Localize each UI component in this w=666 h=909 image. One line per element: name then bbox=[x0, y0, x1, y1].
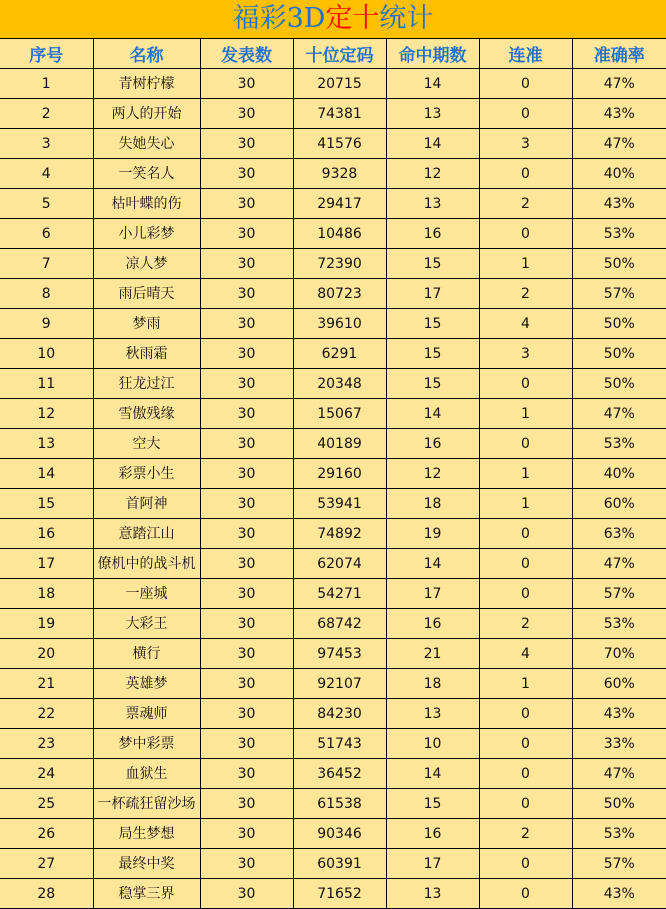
cell-index: 4 bbox=[0, 159, 93, 189]
cell-index: 7 bbox=[0, 249, 93, 279]
cell-hit-count: 17 bbox=[386, 579, 479, 609]
cell-hit-count: 12 bbox=[386, 159, 479, 189]
column-header-index: 序号 bbox=[0, 39, 93, 69]
table-row bbox=[0, 249, 666, 279]
cell-accuracy: 53% bbox=[572, 819, 666, 849]
table-row bbox=[0, 369, 666, 399]
cell-index: 10 bbox=[0, 339, 93, 369]
table-row bbox=[0, 519, 666, 549]
cell-accuracy: 50% bbox=[572, 369, 666, 399]
table-row bbox=[0, 579, 666, 609]
cell-post-count: 30 bbox=[200, 69, 293, 99]
cell-post-count: 30 bbox=[200, 579, 293, 609]
cell-name: 英雄梦 bbox=[93, 669, 200, 699]
stats-table bbox=[0, 39, 666, 909]
cell-accuracy: 57% bbox=[572, 849, 666, 879]
cell-post-count: 30 bbox=[200, 609, 293, 639]
cell-accuracy: 50% bbox=[572, 309, 666, 339]
cell-post-count: 30 bbox=[200, 129, 293, 159]
cell-tens-digit-code: 6291 bbox=[293, 339, 386, 369]
cell-name: 票魂师 bbox=[93, 699, 200, 729]
cell-hit-count: 13 bbox=[386, 879, 479, 909]
cell-post-count: 30 bbox=[200, 549, 293, 579]
cell-index: 15 bbox=[0, 489, 93, 519]
cell-index: 11 bbox=[0, 369, 93, 399]
table-row bbox=[0, 489, 666, 519]
table-row bbox=[0, 609, 666, 639]
cell-post-count: 30 bbox=[200, 639, 293, 669]
cell-name: 狂龙过江 bbox=[93, 369, 200, 399]
table-row bbox=[0, 279, 666, 309]
cell-name: 局生梦想 bbox=[93, 819, 200, 849]
cell-hit-count: 15 bbox=[386, 369, 479, 399]
table-row bbox=[0, 189, 666, 219]
cell-index: 28 bbox=[0, 879, 93, 909]
cell-post-count: 30 bbox=[200, 399, 293, 429]
column-header-streak: 连准 bbox=[479, 39, 572, 69]
cell-hit-count: 13 bbox=[386, 699, 479, 729]
cell-streak: 0 bbox=[479, 159, 572, 189]
column-header-hit-count: 命中期数 bbox=[386, 39, 479, 69]
table-row bbox=[0, 69, 666, 99]
cell-post-count: 30 bbox=[200, 519, 293, 549]
cell-hit-count: 18 bbox=[386, 669, 479, 699]
cell-tens-digit-code: 53941 bbox=[293, 489, 386, 519]
cell-name: 秋雨霜 bbox=[93, 339, 200, 369]
cell-streak: 0 bbox=[479, 759, 572, 789]
cell-tens-digit-code: 80723 bbox=[293, 279, 386, 309]
cell-index: 21 bbox=[0, 669, 93, 699]
cell-accuracy: 57% bbox=[572, 579, 666, 609]
cell-streak: 0 bbox=[479, 849, 572, 879]
cell-streak: 0 bbox=[479, 729, 572, 759]
cell-tens-digit-code: 72390 bbox=[293, 249, 386, 279]
cell-accuracy: 40% bbox=[572, 159, 666, 189]
table-row bbox=[0, 699, 666, 729]
cell-tens-digit-code: 90346 bbox=[293, 819, 386, 849]
cell-post-count: 30 bbox=[200, 669, 293, 699]
cell-name: 彩票小生 bbox=[93, 459, 200, 489]
cell-post-count: 30 bbox=[200, 339, 293, 369]
cell-streak: 0 bbox=[479, 369, 572, 399]
cell-name: 雨后晴天 bbox=[93, 279, 200, 309]
cell-index: 9 bbox=[0, 309, 93, 339]
cell-accuracy: 33% bbox=[572, 729, 666, 759]
cell-streak: 0 bbox=[479, 69, 572, 99]
cell-accuracy: 47% bbox=[572, 759, 666, 789]
cell-post-count: 30 bbox=[200, 279, 293, 309]
cell-streak: 0 bbox=[479, 219, 572, 249]
cell-hit-count: 14 bbox=[386, 759, 479, 789]
page-title bbox=[0, 0, 666, 39]
table-row bbox=[0, 339, 666, 369]
cell-index: 14 bbox=[0, 459, 93, 489]
cell-index: 18 bbox=[0, 579, 93, 609]
table-row bbox=[0, 159, 666, 189]
cell-name: 首阿神 bbox=[93, 489, 200, 519]
cell-index: 5 bbox=[0, 189, 93, 219]
cell-streak: 2 bbox=[479, 819, 572, 849]
cell-index: 17 bbox=[0, 549, 93, 579]
cell-tens-digit-code: 20348 bbox=[293, 369, 386, 399]
cell-accuracy: 47% bbox=[572, 549, 666, 579]
cell-tens-digit-code: 9328 bbox=[293, 159, 386, 189]
cell-hit-count: 10 bbox=[386, 729, 479, 759]
header-row bbox=[0, 39, 666, 69]
cell-tens-digit-code: 62074 bbox=[293, 549, 386, 579]
cell-name: 梦雨 bbox=[93, 309, 200, 339]
cell-post-count: 30 bbox=[200, 99, 293, 129]
cell-name: 横行 bbox=[93, 639, 200, 669]
cell-accuracy: 53% bbox=[572, 429, 666, 459]
cell-accuracy: 60% bbox=[572, 489, 666, 519]
cell-streak: 3 bbox=[479, 339, 572, 369]
cell-post-count: 30 bbox=[200, 429, 293, 459]
cell-streak: 0 bbox=[479, 879, 572, 909]
cell-index: 25 bbox=[0, 789, 93, 819]
cell-tens-digit-code: 60391 bbox=[293, 849, 386, 879]
table-row bbox=[0, 129, 666, 159]
cell-tens-digit-code: 41576 bbox=[293, 129, 386, 159]
cell-index: 12 bbox=[0, 399, 93, 429]
cell-post-count: 30 bbox=[200, 789, 293, 819]
table-row bbox=[0, 399, 666, 429]
cell-tens-digit-code: 54271 bbox=[293, 579, 386, 609]
cell-tens-digit-code: 71652 bbox=[293, 879, 386, 909]
cell-name: 空大 bbox=[93, 429, 200, 459]
table-row bbox=[0, 729, 666, 759]
cell-index: 8 bbox=[0, 279, 93, 309]
cell-tens-digit-code: 36452 bbox=[293, 759, 386, 789]
cell-name: 稳掌三界 bbox=[93, 879, 200, 909]
cell-accuracy: 43% bbox=[572, 879, 666, 909]
cell-name: 意踏江山 bbox=[93, 519, 200, 549]
table-row bbox=[0, 549, 666, 579]
cell-tens-digit-code: 51743 bbox=[293, 729, 386, 759]
cell-hit-count: 16 bbox=[386, 609, 479, 639]
cell-index: 3 bbox=[0, 129, 93, 159]
title-part1: 福彩3D bbox=[232, 3, 326, 34]
cell-tens-digit-code: 15067 bbox=[293, 399, 386, 429]
cell-accuracy: 50% bbox=[572, 789, 666, 819]
cell-post-count: 30 bbox=[200, 759, 293, 789]
cell-hit-count: 18 bbox=[386, 489, 479, 519]
cell-streak: 4 bbox=[479, 639, 572, 669]
cell-accuracy: 60% bbox=[572, 669, 666, 699]
cell-hit-count: 16 bbox=[386, 429, 479, 459]
cell-post-count: 30 bbox=[200, 699, 293, 729]
cell-streak: 2 bbox=[479, 609, 572, 639]
table-body bbox=[0, 69, 666, 909]
cell-name: 青树柠檬 bbox=[93, 69, 200, 99]
cell-accuracy: 47% bbox=[572, 129, 666, 159]
table-row bbox=[0, 669, 666, 699]
cell-hit-count: 17 bbox=[386, 849, 479, 879]
cell-accuracy: 50% bbox=[572, 249, 666, 279]
cell-accuracy: 47% bbox=[572, 399, 666, 429]
cell-hit-count: 15 bbox=[386, 309, 479, 339]
cell-tens-digit-code: 61538 bbox=[293, 789, 386, 819]
cell-index: 16 bbox=[0, 519, 93, 549]
cell-streak: 1 bbox=[479, 489, 572, 519]
cell-streak: 1 bbox=[479, 399, 572, 429]
cell-accuracy: 43% bbox=[572, 699, 666, 729]
table-row bbox=[0, 879, 666, 909]
title-highlight: 定十 bbox=[325, 3, 380, 34]
cell-post-count: 30 bbox=[200, 309, 293, 339]
cell-hit-count: 15 bbox=[386, 339, 479, 369]
cell-hit-count: 14 bbox=[386, 549, 479, 579]
cell-tens-digit-code: 97453 bbox=[293, 639, 386, 669]
cell-hit-count: 14 bbox=[386, 69, 479, 99]
cell-streak: 3 bbox=[479, 129, 572, 159]
cell-index: 2 bbox=[0, 99, 93, 129]
table-row bbox=[0, 309, 666, 339]
cell-accuracy: 57% bbox=[572, 279, 666, 309]
cell-index: 13 bbox=[0, 429, 93, 459]
cell-post-count: 30 bbox=[200, 189, 293, 219]
cell-name: 雪傲残缘 bbox=[93, 399, 200, 429]
table-row bbox=[0, 759, 666, 789]
column-header-tens-digit-code: 十位定码 bbox=[293, 39, 386, 69]
table-row bbox=[0, 819, 666, 849]
cell-hit-count: 15 bbox=[386, 249, 479, 279]
cell-hit-count: 12 bbox=[386, 459, 479, 489]
cell-index: 23 bbox=[0, 729, 93, 759]
cell-hit-count: 15 bbox=[386, 789, 479, 819]
cell-index: 6 bbox=[0, 219, 93, 249]
cell-index: 20 bbox=[0, 639, 93, 669]
column-header-name: 名称 bbox=[93, 39, 200, 69]
cell-streak: 0 bbox=[479, 699, 572, 729]
cell-post-count: 30 bbox=[200, 369, 293, 399]
cell-accuracy: 43% bbox=[572, 189, 666, 219]
cell-name: 一杯疏狂留沙场 bbox=[93, 789, 200, 819]
cell-name: 两人的开始 bbox=[93, 99, 200, 129]
cell-accuracy: 47% bbox=[572, 69, 666, 99]
cell-hit-count: 14 bbox=[386, 399, 479, 429]
table-row bbox=[0, 429, 666, 459]
title-part2: 统计 bbox=[379, 3, 434, 34]
cell-index: 19 bbox=[0, 609, 93, 639]
cell-streak: 0 bbox=[479, 549, 572, 579]
table-row bbox=[0, 99, 666, 129]
cell-streak: 2 bbox=[479, 189, 572, 219]
cell-tens-digit-code: 74381 bbox=[293, 99, 386, 129]
cell-post-count: 30 bbox=[200, 219, 293, 249]
cell-name: 凉人梦 bbox=[93, 249, 200, 279]
table-row bbox=[0, 459, 666, 489]
cell-streak: 4 bbox=[479, 309, 572, 339]
cell-post-count: 30 bbox=[200, 849, 293, 879]
cell-name: 僚机中的战斗机 bbox=[93, 549, 200, 579]
cell-hit-count: 21 bbox=[386, 639, 479, 669]
cell-streak: 0 bbox=[479, 429, 572, 459]
cell-streak: 0 bbox=[479, 789, 572, 819]
cell-tens-digit-code: 20715 bbox=[293, 69, 386, 99]
cell-hit-count: 19 bbox=[386, 519, 479, 549]
cell-post-count: 30 bbox=[200, 459, 293, 489]
cell-hit-count: 14 bbox=[386, 129, 479, 159]
table-row bbox=[0, 639, 666, 669]
cell-post-count: 30 bbox=[200, 729, 293, 759]
cell-name: 一座城 bbox=[93, 579, 200, 609]
cell-tens-digit-code: 74892 bbox=[293, 519, 386, 549]
column-header-post-count: 发表数 bbox=[200, 39, 293, 69]
cell-accuracy: 50% bbox=[572, 339, 666, 369]
cell-accuracy: 40% bbox=[572, 459, 666, 489]
cell-streak: 2 bbox=[479, 279, 572, 309]
cell-hit-count: 13 bbox=[386, 99, 479, 129]
cell-tens-digit-code: 29160 bbox=[293, 459, 386, 489]
cell-post-count: 30 bbox=[200, 489, 293, 519]
cell-name: 大彩王 bbox=[93, 609, 200, 639]
cell-name: 枯叶蝶的伤 bbox=[93, 189, 200, 219]
cell-name: 失她失心 bbox=[93, 129, 200, 159]
cell-tens-digit-code: 84230 bbox=[293, 699, 386, 729]
cell-name: 血狱生 bbox=[93, 759, 200, 789]
cell-accuracy: 63% bbox=[572, 519, 666, 549]
cell-hit-count: 16 bbox=[386, 219, 479, 249]
table-row bbox=[0, 789, 666, 819]
column-header-accuracy: 准确率 bbox=[572, 39, 666, 69]
cell-streak: 0 bbox=[479, 519, 572, 549]
cell-name: 梦中彩票 bbox=[93, 729, 200, 759]
cell-hit-count: 13 bbox=[386, 189, 479, 219]
cell-hit-count: 17 bbox=[386, 279, 479, 309]
cell-tens-digit-code: 68742 bbox=[293, 609, 386, 639]
cell-streak: 1 bbox=[479, 459, 572, 489]
cell-index: 27 bbox=[0, 849, 93, 879]
cell-accuracy: 53% bbox=[572, 609, 666, 639]
cell-name: 最终中奖 bbox=[93, 849, 200, 879]
cell-name: 一笑名人 bbox=[93, 159, 200, 189]
cell-streak: 1 bbox=[479, 669, 572, 699]
cell-hit-count: 16 bbox=[386, 819, 479, 849]
cell-tens-digit-code: 92107 bbox=[293, 669, 386, 699]
cell-post-count: 30 bbox=[200, 819, 293, 849]
cell-index: 24 bbox=[0, 759, 93, 789]
cell-post-count: 30 bbox=[200, 159, 293, 189]
table-row bbox=[0, 219, 666, 249]
cell-tens-digit-code: 40189 bbox=[293, 429, 386, 459]
cell-post-count: 30 bbox=[200, 249, 293, 279]
cell-index: 1 bbox=[0, 69, 93, 99]
cell-accuracy: 70% bbox=[572, 639, 666, 669]
cell-accuracy: 53% bbox=[572, 219, 666, 249]
cell-tens-digit-code: 39610 bbox=[293, 309, 386, 339]
table-row bbox=[0, 849, 666, 879]
cell-index: 22 bbox=[0, 699, 93, 729]
cell-name: 小儿彩梦 bbox=[93, 219, 200, 249]
cell-post-count: 30 bbox=[200, 879, 293, 909]
cell-streak: 1 bbox=[479, 249, 572, 279]
cell-streak: 0 bbox=[479, 579, 572, 609]
cell-accuracy: 43% bbox=[572, 99, 666, 129]
cell-streak: 0 bbox=[479, 99, 572, 129]
cell-index: 26 bbox=[0, 819, 93, 849]
cell-tens-digit-code: 10486 bbox=[293, 219, 386, 249]
cell-tens-digit-code: 29417 bbox=[293, 189, 386, 219]
